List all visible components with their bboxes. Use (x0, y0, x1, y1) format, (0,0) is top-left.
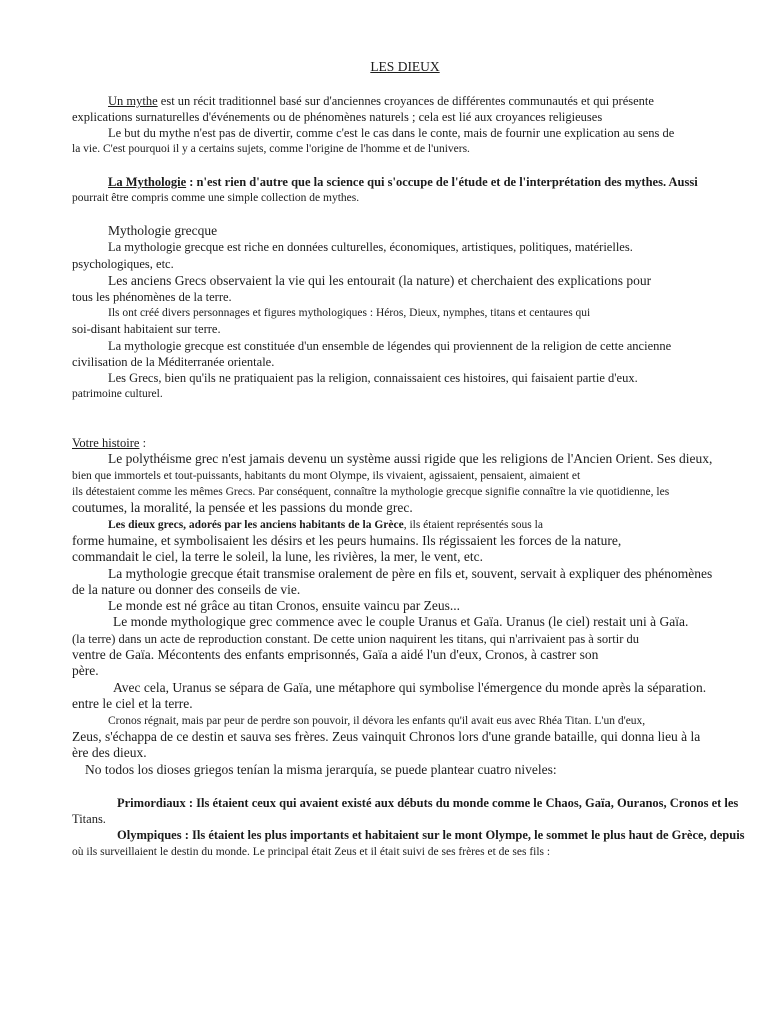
level-primordiaux-line-2: Titans. (72, 812, 106, 826)
greek-mythology-line-3: Les anciens Grecs observaient la vie qui les entourait (la nature) et cherchaient des explications pour (108, 273, 652, 288)
history-line-11: Le monde mythologique grec commence avec le couple Uranus et Gaïa. Uranus (le ciel) restait uni à Gaïa. (113, 614, 689, 629)
history-line-1: Le polythéisme grec n'est jamais devenu un système aussi rigide que les religions de l'Ancien Orient. Ses dieux, (108, 451, 713, 466)
history-line-20: No todos los dioses griegos tenían la misma jerarquía, se puede plantear cuatro niveles: (85, 762, 557, 777)
history-line-7: commandait le ciel, la terre le soleil, la lune, les rivières, la mer, le vent, etc. (72, 549, 484, 564)
history-line-10: Le monde est né grâce au titan Cronos, ensuite vaincu par Zeus... (108, 598, 461, 613)
greek-mythology-line-10: patrimoine culturel. (72, 388, 163, 400)
myth-purpose-line-1: Le but du mythe n'est pas de divertir, comme c'est le cas dans le conte, mais de fournir une explication au sens de (108, 126, 675, 140)
greek-mythology-line-8: civilisation de la Méditerranée orientale. (72, 355, 275, 369)
history-line-17: Cronos régnait, mais par peur de perdre son pouvoir, il dévora les enfants qu'il avait eus avec Rhéa Titan. L'un d'eux, (108, 715, 646, 727)
greek-mythology-line-6: soi-disant habitaient sur terre. (72, 322, 221, 336)
history-line-2: bien que immortels et tout-puissants, habitants du mont Olympe, ils vivaient, agissaient, pensaient, aimaient et (72, 470, 581, 482)
history-line-9: de la nature ou donner des conseils de vie. (72, 582, 301, 597)
term-la-mythologie: La Mythologie (108, 175, 187, 189)
section-heading-mythologie-grecque: Mythologie grecque (108, 223, 218, 238)
page-title: LES DIEUX (370, 59, 440, 74)
myth-purpose-line-2: la vie. C'est pourquoi il y a certains sujets, comme l'origine de l'homme et de l'univers. (72, 143, 470, 155)
history-line-13: ventre de Gaïa. Mécontents des enfants emprisonnés, Gaïa a aidé l'un d'eux, Cronos, à castrer son (72, 647, 599, 662)
mythology-definition-line-1: La Mythologie : n'est rien d'autre que la science qui s'occupe de l'étude et de l'interprétation des mythes. Aussi (108, 175, 698, 189)
history-line-14: père. (72, 663, 99, 678)
history-line-3: ils détestaient comme les mêmes Grecs. Par conséquent, connaître la mythologie grecque signifie connaître la vie quotidienne, les (72, 486, 670, 498)
greek-mythology-line-9: Les Grecs, bien qu'ils ne pratiquaient pas la religion, connaissaient ces histoires, qui faisaient partie d'eux. (108, 371, 638, 385)
section-heading-votre-histoire: Votre histoire : (72, 436, 147, 450)
level-olympiques-line-2: où ils surveillaient le destin du monde. Le principal était Zeus et il était suivi de ses frères et de ses fils : (72, 846, 551, 858)
level-olympiques-line-1: Olympiques : Ils étaient les plus importants et habitaient sur le mont Olympe, le sommet le plus haut de Grèce, depuis (117, 828, 745, 842)
history-line-4: coutumes, la moralité, la pensée et les passions du monde grec. (72, 500, 413, 515)
myth-definition-line-1: Un mythe est un récit traditionnel basé sur d'anciennes croyances de différentes communautés et qui présente (108, 94, 654, 108)
history-line-16: entre le ciel et la terre. (72, 696, 193, 711)
greek-mythology-line-1: La mythologie grecque est riche en données culturelles, économiques, artistiques, politiques, matérielles. (108, 240, 633, 254)
term-un-mythe: Un mythe (108, 94, 158, 108)
history-line-8: La mythologie grecque était transmise oralement de père en fils et, souvent, servait à expliquer des phénomènes (108, 566, 713, 581)
history-line-6: forme humaine, et symbolisaient les désirs et les peurs humains. Ils régissaient les forces de la nature, (72, 533, 622, 548)
history-line-5: Les dieux grecs, adorés par les anciens habitants de la Grèce, ils étaient représentés sous la (108, 519, 543, 531)
myth-definition-line-2: explications surnaturelles d'événements ou de phénomènes naturels ; cela est lié aux croyances religieuses (72, 110, 603, 124)
greek-mythology-line-4: tous les phénomènes de la terre. (72, 290, 232, 304)
history-line-18: Zeus, s'échappa de ce destin et sauva ses frères. Zeus vainquit Chronos lors d'une grande bataille, qui donna lieu à la (72, 729, 701, 744)
mythology-definition-line-2: pourrait être compris comme une simple collection de mythes. (72, 192, 360, 204)
history-line-15: Avec cela, Uranus se sépara de Gaïa, une métaphore qui symbolise l'émergence du monde après la séparation. (113, 680, 707, 695)
history-line-12: (la terre) dans un acte de reproduction constant. De cette union naquirent les titans, qui n'arrivaient pas à sortir du (72, 632, 639, 646)
history-line-19: ère des dieux. (72, 745, 147, 760)
greek-mythology-line-2: psychologiques, etc. (72, 257, 174, 271)
level-primordiaux-line-1: Primordiaux : Ils étaient ceux qui avaient existé aux débuts du monde comme le Chaos, Gaïa, Ouranos, Cronos et les (117, 796, 739, 810)
greek-mythology-line-7: La mythologie grecque est constituée d'un ensemble de légendes qui proviennent de la religion de cette ancienne (108, 339, 672, 353)
greek-mythology-line-5: Ils ont créé divers personnages et figures mythologiques : Héros, Dieux, nymphes, titans et centaures qui (108, 307, 591, 319)
